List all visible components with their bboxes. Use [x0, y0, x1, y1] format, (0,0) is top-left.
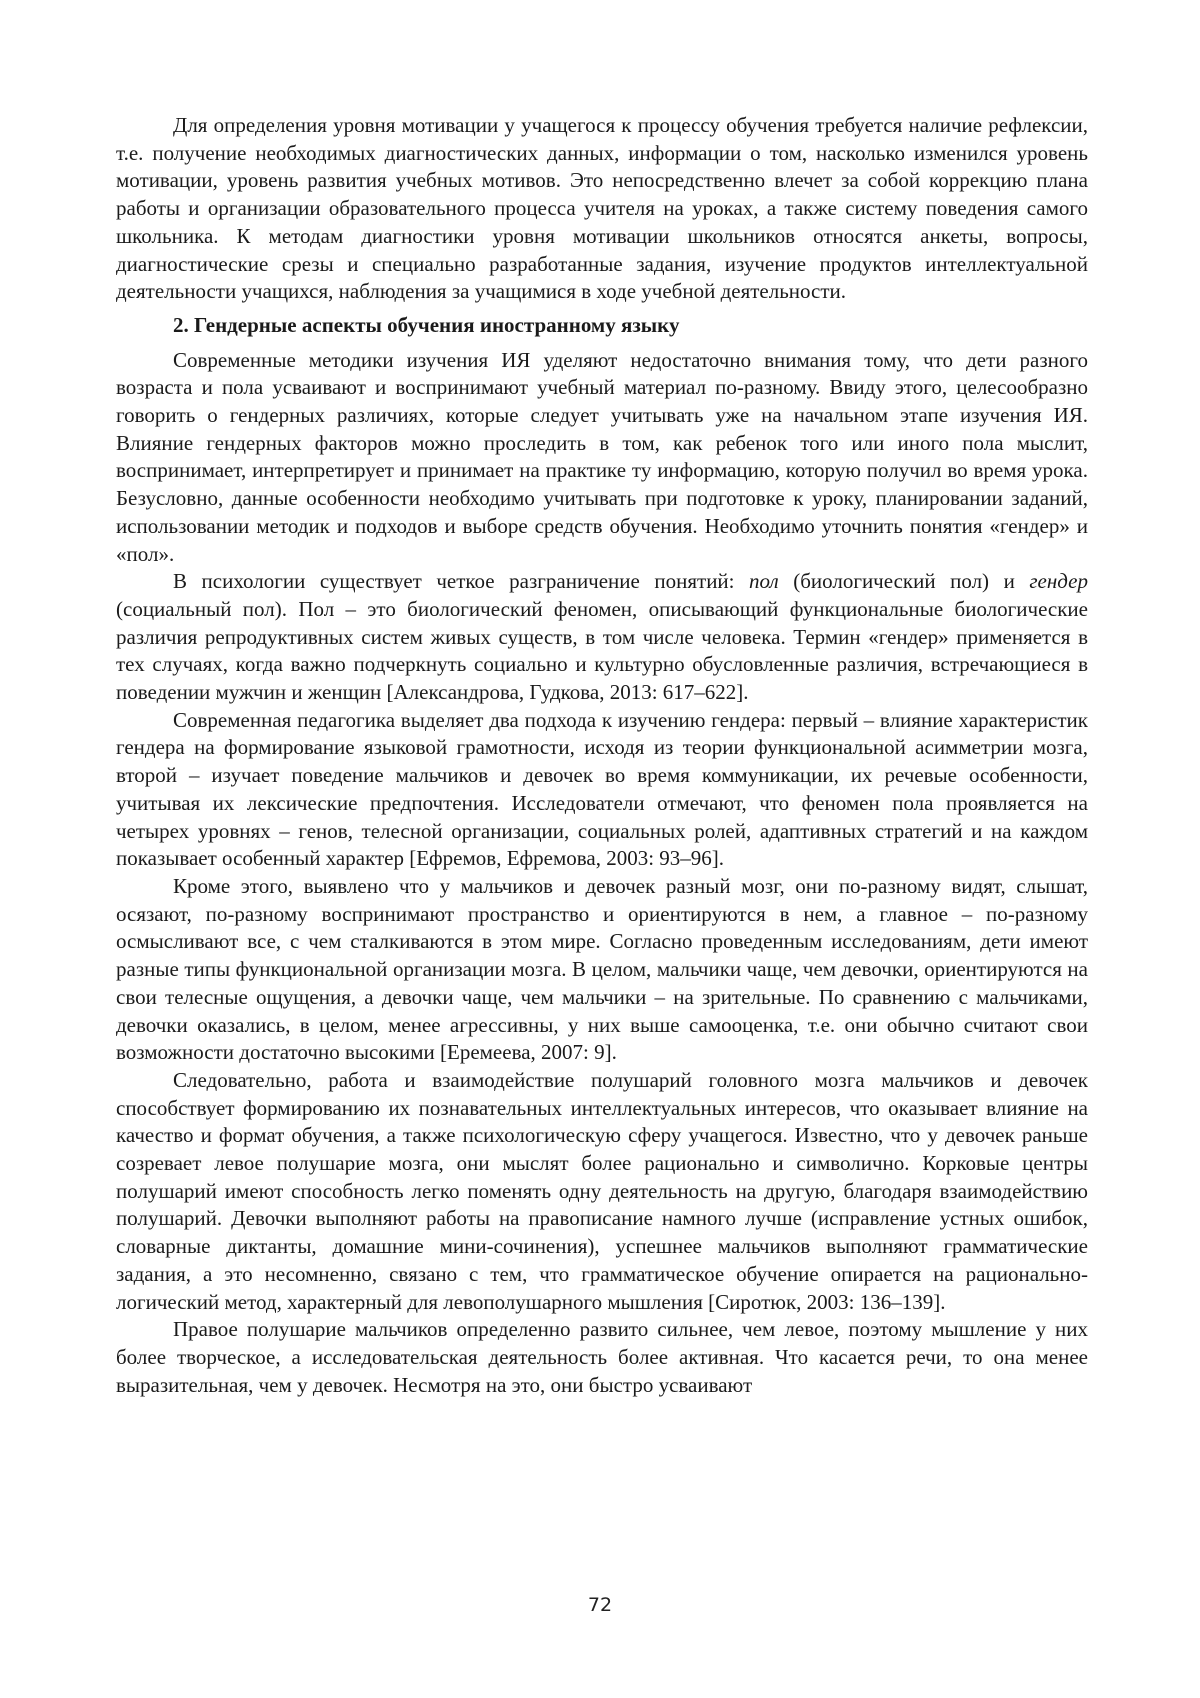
section-heading: 2. Гендерные аспекты обучения иностранному языку: [173, 312, 680, 337]
term-sex: пол: [749, 569, 779, 594]
paragraph-motivation-diagnostics: Для определения уровня мотивации у учащегося к процессу обучения требуется наличие рефлексии, т.е. получение необходимых диагностических данных, информации о том, насколько изменился уровень мотивации, уровень развития учебных мотивов. Это непосредственно влечет за собой коррекцию плана работы и организации образовательного процесса учителя на уроках, а также систему поведения самого школьника. К методам диагностики уровня мотивации школьников относятся анкеты, вопросы, диагностические срезы и специально разработанные задания, изучение продуктов интеллектуальной деятельности учащихся, наблюдения за учащимися в ходе учебной деятельности.: [116, 113, 1088, 304]
paragraph-brain-differences: Кроме этого, выявлено что у мальчиков и девочек разный мозг, они по-разному видят, слышат, осязают, по-разному воспринимают пространство и ориентируются в нем, а главное – по-разному осмысливают все, с чем сталкиваются в этом мире. Согласно проведенным исследованиям, дети имеют разные типы функциональной организации мозга. В целом, мальчики чаще, чем девочки, ориентируются на свои телесные ощущения, а девочки чаще, чем мальчики – на зрительные. По сравнению с мальчиками, девочки оказались, в целом, менее агрессивны, у них выше самооценка, т.е. они обычно считают свои возможности достаточно высокими [Еремеева, 2007: 9].: [116, 873, 1088, 1065]
term-gender: гендер: [1029, 569, 1088, 594]
paragraph-psychology-terms: [116, 568, 1088, 707]
paragraph-modern-methods: Современные методики изучения ИЯ уделяют недостаточно внимания тому, что дети разного возраста и пола усваивают и воспринимают учебный материал по-разному. Ввиду этого, целесообразно говорить о гендерных различиях, которые следует учитывать уже на начальном этапе изучения ИЯ. Влияние гендерных факторов можно проследить в том, как ребенок того или иного пола мыслит, воспринимает, интерпретирует и принимает на практике ту информацию, которую получил во время урока. Безусловно, данные особенности необходимо учитывать при подготовке к уроку, планировании заданий, использовании методик и подходов и выборе средств обучения. Необходимо уточнить понятия «гендер» и «пол».: [116, 347, 1088, 566]
page-number: 72: [587, 1594, 613, 1616]
page-body: [116, 112, 1088, 1399]
paragraph-hemispheres: Следовательно, работа и взаимодействие полушарий головного мозга мальчиков и девочек способствует формированию их познавательных интеллектуальных интересов, что оказывает влияние на качество и формат обучения, а также психологическую сферу учащегося. Известно, что у девочек раньше созревает левое полушарие мозга, они мыслят более рационально и символично. Корковые центры полушарий имеют способность легко поменять одну деятельность на другую, благодаря взаимодействию полушарий. Девочки выполняют работы на правописание намного лучше (исправление устных ошибок, словарные диктанты, домашние мини-сочинения), успешнее мальчиков выполняют грамматические задания, а это несомненно, связано с тем, что грамматическое обучение опирается на рационально-логический метод, характерный для левополушарного мышления [Сиротюк, 2003: 136–139].: [116, 1067, 1088, 1314]
paragraph-text: (социальный пол). Пол – это биологический феномен, описывающий функциональные биологические различия репродуктивных систем живых существ, в том числе человека. Термин «гендер» применяется в тех случаях, когда важно подчеркнуть социально и культурно обусловленные различия, встречающиеся в поведении мужчин и женщин [Александрова, Гудкова, 2013: 617–622].: [116, 596, 1088, 705]
paragraph-pedagogy-approaches: Современная педагогика выделяет два подхода к изучению гендера: первый – влияние характеристик гендера на формирование языковой грамотности, исходя из теории функциональной асимметрии мозга, второй – изучает поведение мальчиков и девочек во время коммуникации, их речевые особенности, учитывая их лексические предпочтения. Исследователи отмечают, что феномен пола проявляется на четырех уровнях – генов, телесной организации, социальных ролей, адаптивных стратегий и на каждом показывает особенный характер [Ефремов, Ефремова, 2003: 93–96].: [116, 707, 1088, 871]
paragraph-right-hemisphere: Правое полушарие мальчиков определенно развито сильнее, чем левое, поэтому мышление у них более творческое, а исследовательская деятельность более активная. Что касается речи, то она менее выразительная, чем у девочек. Несмотря на это, они быстро усваивают: [116, 1317, 1088, 1397]
paragraph-text: В психологии существует четкое разграничение понятий:: [173, 569, 750, 594]
paragraph-text: (биологический пол) и: [778, 569, 1030, 594]
